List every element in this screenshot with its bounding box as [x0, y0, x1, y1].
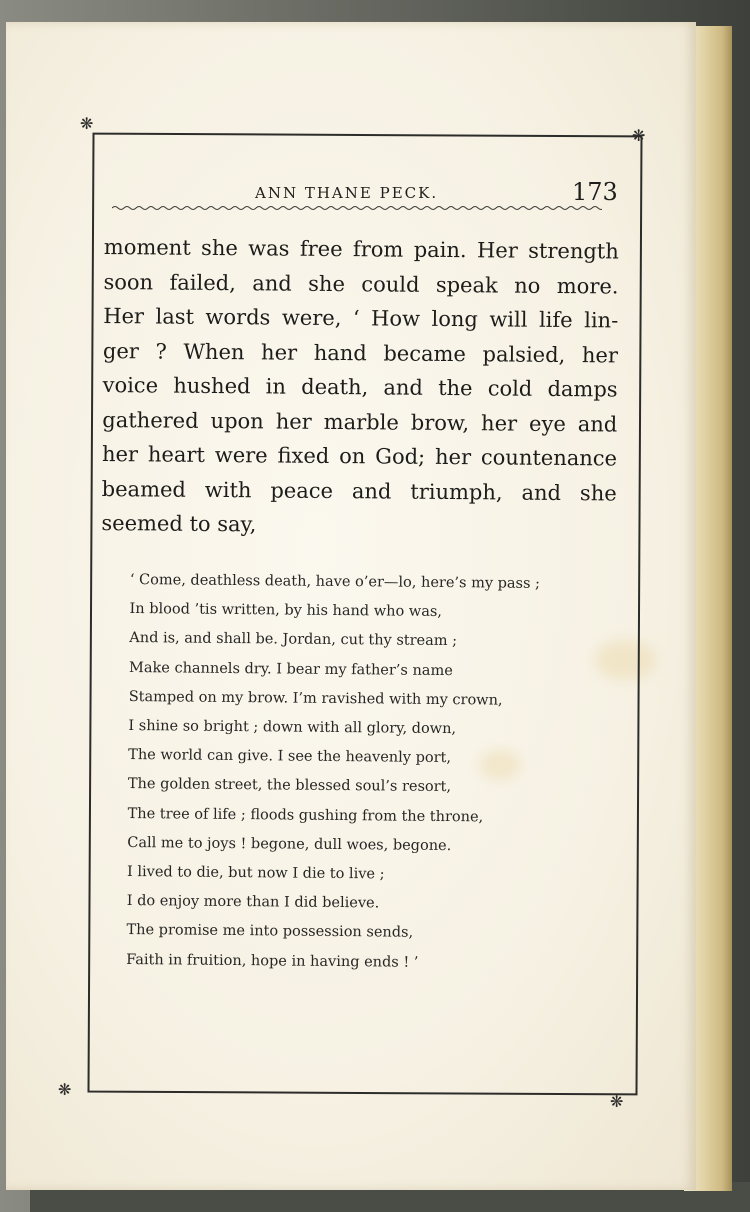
poem-line: The world can give. I see the heavenly port, — [128, 747, 452, 767]
poem-line: ‘ Come, deathless death, have o’er—lo, here’s my pass ; — [129, 571, 541, 592]
fleuron-corner-icon: ❋ — [632, 126, 646, 145]
poem-line: I lived to die, but now I die to live ; — [126, 864, 385, 883]
prose-paragraph — [101, 230, 619, 545]
prose-line: her heart were fixed on God; her countenance — [101, 441, 618, 471]
poem-line: Make channels dry. I bear my father’s name — [128, 659, 453, 679]
wavy-head-rule — [112, 204, 602, 212]
prose-line: gathered upon her marble brow, her eye and — [102, 407, 618, 436]
prose-line: moment she was free from pain. Her strength — [103, 234, 619, 264]
page-number: 173 — [572, 178, 618, 206]
prose-line: Her last words were, ‘ How long will life lin- — [103, 303, 619, 333]
prose-line: ger ? When her hand became palsied, her — [102, 338, 619, 367]
poem-line: And is, and shall be. Jordan, cut thy stream ; — [129, 630, 458, 650]
fleuron-corner-icon: ❋ — [58, 1080, 72, 1099]
prose-line: seemed to say, — [101, 510, 257, 537]
poem-line: The golden street, the blessed soul’s resort, — [127, 776, 452, 796]
poem-line: I shine so bright ; down with all glory, down, — [128, 718, 457, 738]
poem-line: Call me to joys ! begone, dull woes, begone. — [127, 834, 452, 854]
poem-line: The promise me into possession sends, — [126, 922, 414, 942]
poem-line: In blood ’tis written, by his hand who was, — [129, 601, 443, 621]
poem-quotation — [126, 566, 615, 979]
fleuron-corner-icon: ❋ — [80, 114, 94, 133]
prose-line: voice hushed in death, and the cold damps — [102, 372, 618, 402]
running-head-title: ANN THANE PECK. — [255, 184, 439, 202]
poem-line: Faith in fruition, hope in having ends ! ’ — [126, 951, 419, 971]
prose-line: beamed with peace and triumph, and she — [101, 476, 617, 505]
poem-line: The tree of life ; floods gushing from the throne, — [127, 805, 484, 826]
fleuron-corner-icon: ❋ — [610, 1092, 624, 1111]
poem-line: I do enjoy more than I did believe. — [126, 893, 380, 912]
prose-line: soon failed, and she could speak no more. — [103, 269, 619, 298]
poem-line: Stamped on my brow. I’m ravished with my crown, — [128, 688, 503, 709]
